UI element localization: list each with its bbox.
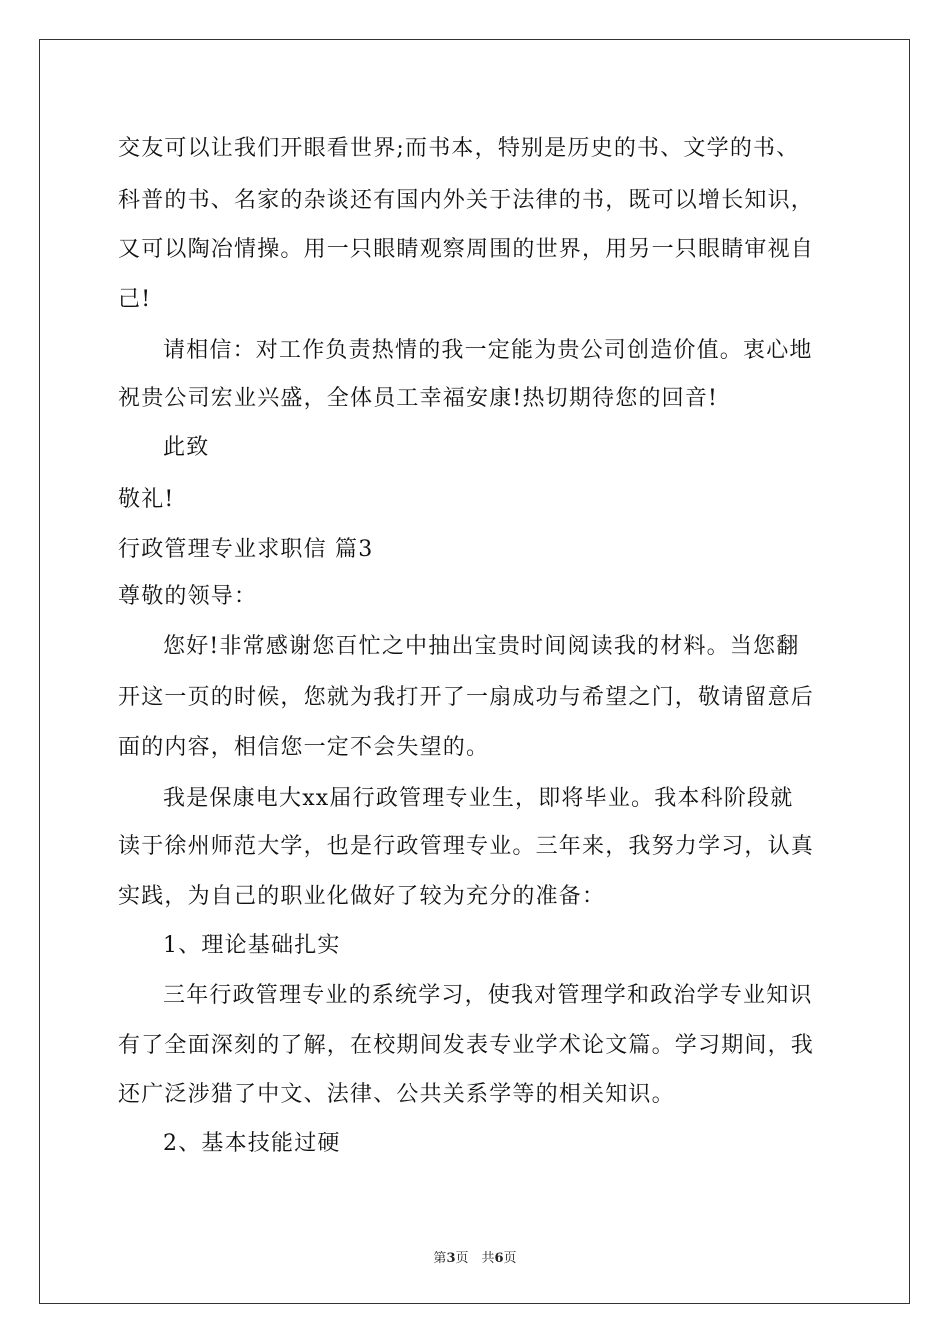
total-pages-number: 6 [494,1251,504,1266]
page-footer [0,1247,950,1266]
text-line: 还广泛涉猎了中文、法律、公共关系学等的相关知识。 [118,1082,675,1107]
text-line: 交友可以让我们开眼看世界;而书本，特别是历史的书、文学的书、 [118,136,800,161]
text-line: 您好!非常感谢您百忙之中抽出宝贵时间阅读我的材料。当您翻 [163,634,800,659]
list-heading: 2、基本技能过硬 [163,1131,341,1156]
text-line: 三年行政管理专业的系统学习，使我对管理学和政治学专业知识 [163,983,813,1008]
text-line: 有了全面深刻的了解，在校期间发表专业学术论文篇。学习期间，我 [118,1033,815,1058]
greeting: 尊敬的领导： [118,584,258,609]
text-line: 我是保康电大xx届行政管理专业生，即将毕业。我本科阶段就 [163,786,794,811]
page-border [39,39,910,1304]
footer-prefix: 第 [433,1251,447,1266]
salutation-closing: 此致 [163,435,210,460]
section-heading: 行政管理专业求职信 篇3 [118,537,374,562]
text-line: 祝贵公司宏业兴盛，全体员工幸福安康!热切期待您的回音! [118,386,719,411]
text-line: 开这一页的时候，您就为我打开了一扇成功与希望之门，敬请留意后 [118,685,815,710]
list-heading: 1、理论基础扎实 [163,933,341,958]
text-line: 读于徐州师范大学，也是行政管理专业。三年来，我努力学习，认真 [118,834,815,859]
text-line: 又可以陶冶情操。用一只眼睛观察周围的世界，用另一只眼睛审视自 [118,237,815,262]
text-line: 实践，为自己的职业化做好了较为充分的准备： [118,884,606,909]
salutation-regards: 敬礼! [118,487,175,512]
text-line: 科普的书、名家的杂谈还有国内外关于法律的书，既可以增长知识， [118,188,815,213]
text-line: 己! [118,287,152,312]
footer-suffix: 页 [503,1251,517,1266]
text-line: 请相信：对工作负责热情的我一定能为贵公司创造价值。衷心地 [163,338,813,363]
footer-mid: 页 共 [455,1251,495,1266]
text-line: 面的内容，相信您一定不会失望的。 [118,735,490,760]
current-page-number: 3 [446,1251,456,1266]
